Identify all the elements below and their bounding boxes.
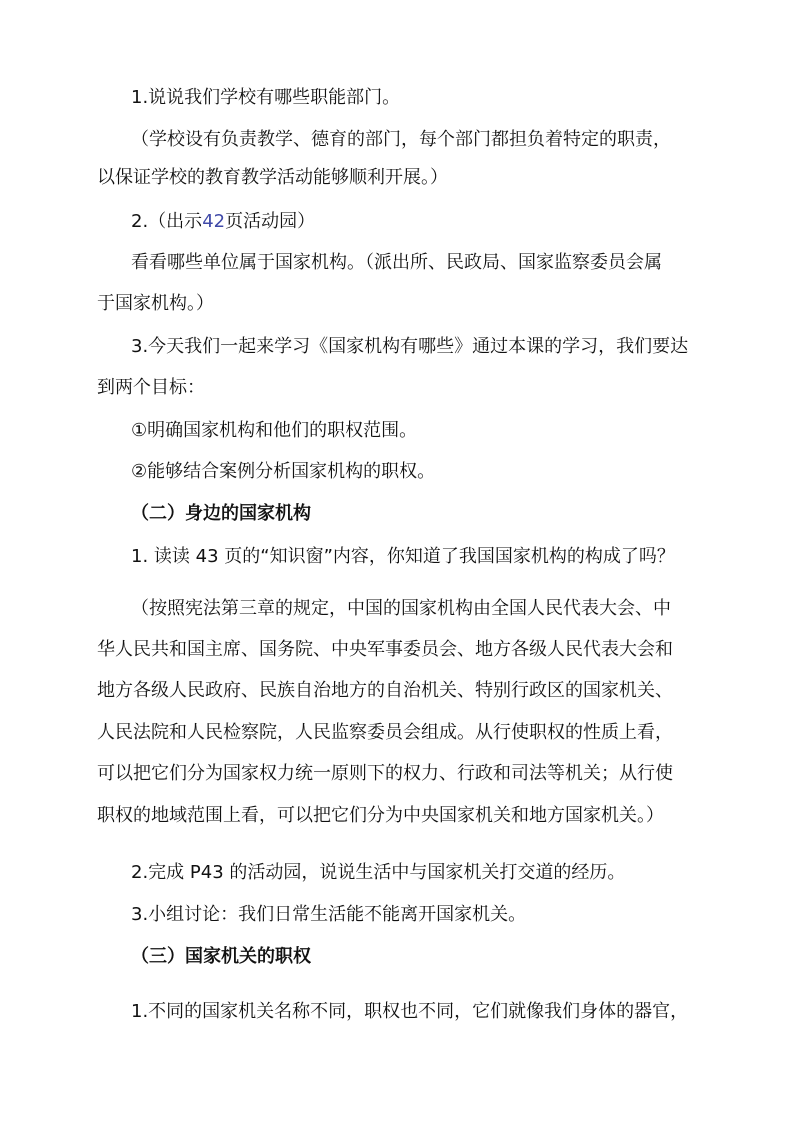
paragraph-activity-reference: [131, 210, 315, 234]
paragraph-departments-answer-line2: 以保证学校的教育教学活动能够顺利开展。）: [97, 167, 448, 188]
goal-item-1: ①明确国家机构和他们的职权范围。: [131, 420, 418, 441]
paragraph-knowledge-window-question: 1. 读读 43 页的“知识窗”内容，你知道了我国国家机构的构成了吗？: [131, 546, 675, 567]
answer-line-2: 华人民共和国主席、国务院、中央军事委员会、地方各级人民代表大会和: [97, 639, 673, 660]
paragraph-institutions-question-line1: 看看哪些单位属于国家机构。（派出所、民政局、国家监察委员会属: [131, 252, 662, 273]
answer-line-4: 人民法院和人民检察院，人民监察委员会组成。从行使职权的性质上看，: [97, 722, 673, 743]
paragraph-lesson-intro-line2: 到两个目标：: [97, 377, 205, 398]
paragraph-departments-answer-line1: （学校设有负责教学、德育的部门，每个部门都担负着特定的职责，: [131, 129, 671, 150]
activity-page-number: 42: [202, 211, 226, 232]
activity-suffix: 页活动园）: [225, 211, 316, 232]
paragraph-lesson-intro-line1: 3.今天我们一起来学习《国家机构有哪些》通过本课的学习，我们要达: [131, 336, 689, 357]
answer-line-5: 可以把它们分为国家权力统一原则下的权力、行政和司法等机关；从行使: [97, 763, 673, 784]
paragraph-activity-experience: 2.完成 P43 的活动园，说说生活中与国家机关打交道的经历。: [131, 862, 626, 883]
paragraph-group-discussion: 3.小组讨论：我们日常生活能不能离开国家机关。: [131, 904, 527, 925]
paragraph-institutions-analogy: 1.不同的国家机关名称不同，职权也不同，它们就像我们身体的器官，: [131, 1001, 689, 1022]
section-heading-institution-powers: （三）国家机关的职权: [131, 946, 311, 967]
paragraph-institutions-question-line2: 于国家机构。）: [97, 293, 214, 314]
goal-item-2: ②能够结合案例分析国家机构的职权。: [131, 461, 436, 482]
answer-line-3: 地方各级人民政府、民族自治地方的自治机关、特别行政区的国家机关、: [97, 680, 673, 701]
paragraph-departments-question: 1.说说我们学校有哪些职能部门。: [131, 87, 401, 108]
section-heading-nearby-institutions: （二）身边的国家机构: [131, 503, 311, 524]
answer-line-6: 职权的地域范围上看，可以把它们分为中央国家机关和地方国家机关。）: [97, 805, 664, 826]
activity-prefix: 2.（出示: [131, 211, 203, 232]
answer-line-1: （按照宪法第三章的规定，中国的国家机构由全国人民代表大会、中: [131, 598, 671, 619]
